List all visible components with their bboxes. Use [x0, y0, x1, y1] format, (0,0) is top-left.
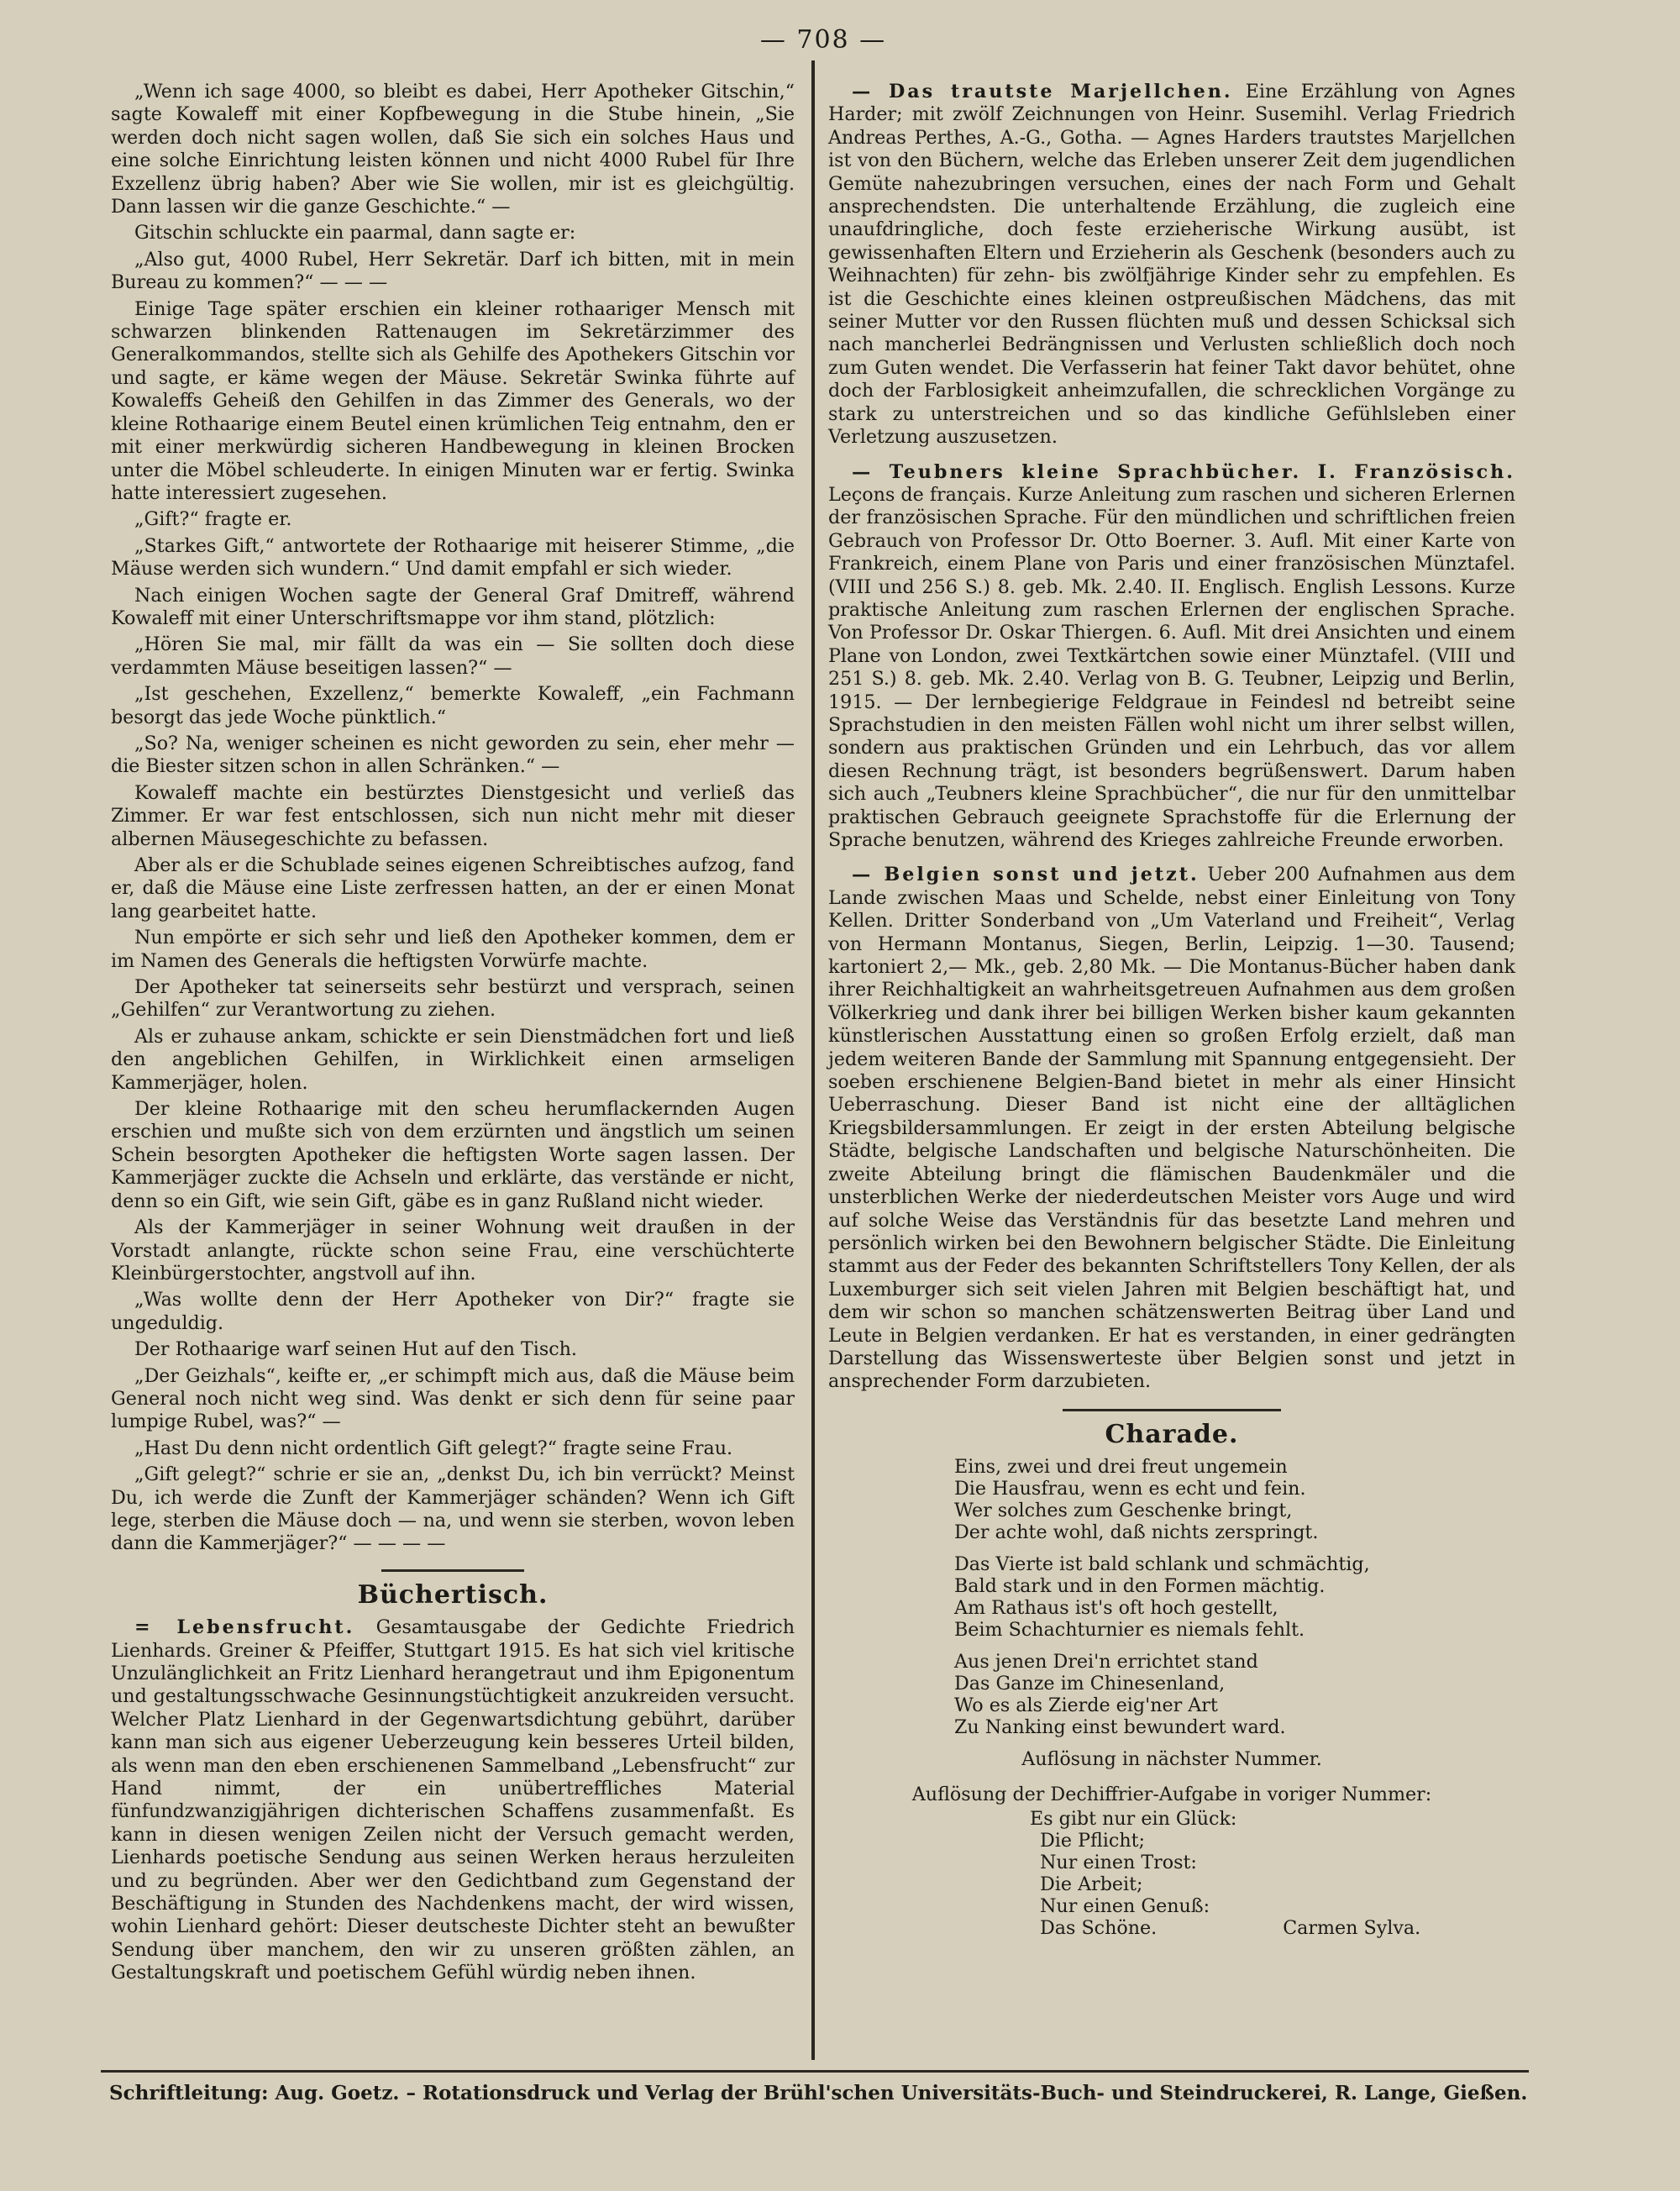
book-review-text: Gesamtausgabe der Gedichte Friedrich Lienhards. Greiner & Pfeiffer, Stuttgart 1915. Es hat sich viel kritische Unzulänglichkeit an Fritz Lienhard herangetraut und ihm Epigonentum und gestaltungsschwache Gesinnungstüchtigkeit anzukreiden versucht. Welcher Platz Lienhard in der Gegenwartsdichtung gebührt, darüber kann man sich aus eigener Ueberzeugung kein besseres Urteil bilden, als wenn man den eben erschienenen Sammelband „Lebensfrucht“ zur Hand nimmt, der ein unübertreffliches Material fünfundzwanzigjährigen dichterischen Schaffens zusammenfaßt. Es kann in diesen wenigen Zeilen nicht der Versuch gemacht werden, Lienhards poetische Sendung aus seinen Werken heraus herzuleiten und zu begründen. Aber wer den Gedichtband zum Gegenstand der Beschäftigung in Stunden des Nachdenkens macht, der wird wissen, wohin Lienhard gehört: Dieser deutscheste Dichter steht an bewußter Sendung über manchem, den wir zu unseren größten zählen, an Gestaltungskraft und poetischem Gefühl würdig neben ihnen. [111, 1616, 795, 1984]
story-paragraph: „Starkes Gift,“ antwortete der Rothaarige mit heiserer Stimme, „die Mäuse werden sich wundern.“ Und damit empfahl er sich wieder. [111, 534, 795, 581]
story-paragraph: „Hören Sie mal, mir fällt da was ein — Sie sollten doch diese verdammten Mäuse beseitigen lassen?“ — [111, 633, 795, 679]
story-paragraph: Kowaleff machte ein bestürztes Dienstgesicht und verließ das Zimmer. Er war fest entschlossen, sich nun nicht mehr mit dieser albernen Mäusegeschichte zu befassen. [111, 781, 795, 850]
story-paragraph: „Gift gelegt?“ schrie er sie an, „denkst Du, ich bin verrückt? Meinst Du, ich werde die Zunft der Kammerjäger schänden? Wenn ich Gift lege, sterben die Mäuse doch — na, und wenn sie sterben, wovon leben dann die Kammerjäger?“ — — — — [111, 1463, 795, 1555]
section-divider [381, 1569, 524, 1572]
poem-line: Die Hausfrau, wenn es echt und fein. [954, 1478, 1306, 1500]
left-column [111, 81, 795, 1989]
story-paragraph: „So? Na, weniger scheinen es nicht geworden zu sein, eher mehr — die Biester sitzen schon in allen Schränken.“ — [111, 732, 795, 778]
story-paragraph: „Wenn ich sage 4000, so bleibt es dabei, Herr Apotheker Gitschin,“ sagte Kowaleff mit einer Kopfbewegung in die Stube hinein, „Sie werden doch nicht sagen wollen, daß Sie sich ein solches Haus und eine solche Einrichtung leisten können und nicht 4000 Rubel für Ihre Exzellenz übrig haben? Aber wie Sie wollen, mir ist es gleichgültig. Dann lassen wir die ganze Geschichte.“ — [111, 81, 795, 218]
story-paragraph: „Der Geizhals“, keifte er, „er schimpft mich aus, daß die Mäuse beim General noch nicht weg sind. Was denkt er sich denn für seine paar lumpige Rubel, was?“ — [111, 1364, 795, 1433]
charade-heading: Charade. [1105, 1419, 1239, 1449]
story-paragraph: „Was wollte denn der Herr Apotheker von Dir?“ fragte sie ungeduldig. [111, 1289, 795, 1334]
book-review-text: Leçons de français. Kurze Anleitung zum raschen und sicheren Erlernen der französischen Sprache. Für den mündlichen und schriftlichen freien Gebrauch von Professor Dr. Otto Boerner. 3. Aufl. Mit einer Karte von Frankreich, einem Plane von Paris und einer französischen Münztafel. (VIII und 256 S.) 8. geb. Mk. 2.40. II. Englisch. English Lessons. Kurze praktische Anleitung zum raschen Erlernen der englischen Sprache. Von Professor Dr. Oskar Thiergen. 6. Aufl. Mit drei Ansichten und einem Plane von London, zwei Textkärtchen sowie einer Münztafel. (VIII und 251 S.) 8. geb. Mk. 2.40. Verlag von B. G. Teubner, Leipzig und Berlin, 1915. — Der lernbegierige Feldgraue in Feindesl nd betreibt seine Sprachstudien in den meisten Fällen wohl nicht um ihrer selbst willen, sondern aus praktischen Gründen und ein Lehrbuch, das vor allem diesen Rechnung trägt, ist besonders begrüßenswert. Darum haben sich auch „Teubners kleine Sprachbücher“, die nur für den unmittelbar praktischen Gebrauch geeignete Sprachstoffe für die Erlernung der Sprache benutzen, während des Krieges zahlreiche Freunde erworben. [828, 483, 1515, 851]
story-paragraph: Gitschin schluckte ein paarmal, dann sagte er: [134, 222, 576, 244]
page-number: — 708 — [759, 25, 887, 55]
poem-line: Aus jenen Drei'n errichtet stand [954, 1651, 1258, 1673]
story-text [111, 81, 795, 1556]
story-paragraph: Als er zuhause ankam, schickte er sein Dienstmädchen fort und ließ den angeblichen Gehilfen, in Wirklichkeit einen armseligen Kammerjäger, holen. [111, 1025, 795, 1094]
book-review-title: = Lebensfrucht. [134, 1616, 355, 1639]
story-paragraph: „Also gut, 4000 Rubel, Herr Sekretär. Darf ich bitten, mit in mein Bureau zu kommen?“ — — — [111, 248, 795, 294]
poem-line: Wer solches zum Geschenke bringt, [954, 1500, 1293, 1522]
story-paragraph: Nach einigen Wochen sagte der General Graf Dmitreff, während Kowaleff mit einer Unterschriftsmappe vor ihm stand, plötzlich: [111, 584, 795, 629]
books-heading: Büchertisch. [357, 1579, 549, 1610]
footer-rule [101, 2070, 1529, 2073]
solution-lines [1030, 1808, 1515, 1939]
signature: Carmen Sylva. [1283, 1916, 1421, 1939]
book-review-lebensfrucht [111, 1616, 795, 1985]
solution-last-line [1030, 1917, 1515, 1939]
story-paragraph: „Ist geschehen, Exzellenz,“ bemerkte Kowaleff, „ein Fachmann besorgt das jede Woche pünktlich.“ [111, 683, 795, 728]
story-paragraph: Der kleine Rothaarige mit den scheu herumflackernden Augen erschien und mußte sich von dem erzürnten und ängstlich um seinen Schein besorgten Apotheker die heftigsten Worte sagen lassen. Der Kammerjäger zuckte die Achseln und erklärte, das verstände er nicht, denn so ein Gift, wie sein Gift, gäbe es in ganz Rußland nicht wieder. [111, 1098, 795, 1212]
solution-line: Nur einen Genuß: [1040, 1894, 1210, 1917]
book-review [828, 864, 1515, 1393]
story-paragraph: Aber als er die Schublade seines eigenen Schreibtisches aufzog, fand er, daß die Mäuse eine Liste zerfressen hatten, an der er einen Monat lang gearbeitet hatte. [111, 854, 795, 922]
book-review-text: Eine Erzählung von Agnes Harder; mit zwölf Zeichnungen von Heinr. Susemihl. Verlag Friedrich Andreas Perthes, A.-G., Gotha. — Agnes Harders trautstes Marjellchen ist von den Büchern, welche das Erleben unserer Zeit dem jugendlichen Gemüte nahezubringen versuchen, eines der nach Form und Gehalt ansprechendsten. Die unterhaltende Erzählung, die zugleich eine unaufdringliche, doch feste erzieherische Wirkung ausübt, ist gewissenhaften Eltern und Erzieherin als Geschenk (besonders auch zu Weihnachten) für zehn- bis zwölfjährige Kinder sehr zu empfehlen. Es ist die Geschichte eines kleinen ostpreußischen Mädchens, das mit seiner Mutter vor den Russen flüchten muß und dessen Schicksal sich nach mancherlei Bedrängnissen und Verlusten schließlich doch noch zum Guten wendet. Die Verfasserin hat feiner Takt davor behütet, ohne doch der Farblosigkeit anheimzufallen, die schrecklichen Vorgänge zu stark zu unterstreichen und so das kindliche Gefühlsleben einer Verletzung auszusetzen. [828, 81, 1515, 449]
footer-imprint: Schriftleitung: Aug. Goetz. – Rotationsdruck und Verlag der Brühl'schen Universitäts-Buch- und Steindruckerei, R. Lange, Gießen. [109, 2082, 1528, 2104]
poem-line: Eins, zwei und drei freut ungemein [954, 1456, 1288, 1479]
book-review-title: — Belgien sonst und jetzt. [852, 864, 1200, 886]
poem-stanza [954, 1651, 1515, 1738]
story-paragraph: „Gift?“ fragte er. [134, 508, 292, 531]
solution-line: Das Schöne. [1040, 1916, 1158, 1939]
poem-line: Zu Nanking einst bewundert ward. [954, 1716, 1286, 1739]
solution-line: Nur einen Trost: [1040, 1851, 1197, 1873]
book-review [828, 81, 1515, 449]
story-paragraph: Nun empörte er sich sehr und ließ den Apotheker kommen, dem er im Namen des Generals die heftigsten Vorwürfe machte. [111, 927, 795, 972]
poem-stanza [954, 1553, 1515, 1641]
poem-line: Das Ganze im Chinesenland, [954, 1673, 1226, 1695]
right-column [828, 81, 1515, 1939]
book-review-title: — Teubners kleine Sprachbücher. I. Französisch. [852, 460, 1515, 483]
poem-line: Bald stark und in den Formen mächtig. [954, 1575, 1326, 1598]
solution-heading: Auflösung der Dechiffrier-Aufgabe in voriger Nummer: [911, 1783, 1432, 1805]
charade-poem [954, 1456, 1515, 1738]
book-review-title: — Das trautste Marjellchen. [852, 81, 1233, 102]
section-divider [1063, 1409, 1281, 1411]
story-paragraph: Einige Tage später erschien ein kleiner rothaariger Mensch mit schwarzen blinkenden Rattenaugen im Sekretärzimmer des Generalkommandos, stellte sich als Gehilfe des Apothekers Gitschin vor und sagte, er käme wegen der Mäuse. Sekretär Swinka führte auf Kowaleffs Geheiß den Gehilfen in das Zimmer des Generals, wo der kleine Rothaarige einem Beutel einen krümlichen Teig entnahm, den er mit einer merkwürdig sicheren Handbewegung in kleinen Brocken unter die Möbel schleuderte. In einigen Minuten war er fertig. Swinka hatte interessiert zugesehen. [111, 297, 795, 504]
story-paragraph: „Hast Du denn nicht ordentlich Gift gelegt?“ fragte seine Frau. [134, 1437, 733, 1459]
book-review-text: Ueber 200 Aufnahmen aus dem Lande zwischen Maas und Schelde, nebst einer Einleitung von Tony Kellen. Dritter Sonderband von „Um Vaterland und Freiheit“, Verlag von Hermann Montanus, Siegen, Berlin, Leipzig. 1—30. Tausend; kartoniert 2,— Mk., geb. 2,80 Mk. — Die Montanus-Bücher haben dank ihrer Reichhaltigkeit an wahrheitsgetreuen Aufnahmen aus dem großen Völkerkrieg und dank ihrer bei billigen Werken bisher kaum gekannten künstlerischen Ausstattung einen so großen Erfolg erzielt, daß man jedem weiteren Bande der Sammlung mit Spannung entgegensieht. Der soeben erschienene Belgien-Band bietet in mehr als einer Hinsicht Ueberraschung. Dieser Band ist nicht eine der alltäglichen Kriegsbildersammlungen. Er zeigt in der ersten Abteilung belgische Städte, belgische Landschaften und belgische Naturschönheiten. Die zweite Abteilung bringt die flämischen Baudenkmäler und die unsterblichen Werke der niederdeutschen Meister vors Auge und wird auf solche Weise das Verständnis für das besetzte Land mehren und persönlich wirken bei den Bewohnern belgischer Städte. Die Einleitung stammt aus der Feder des bekannten Schriftstellers Tony Kellen, der als Luxemburger sich seit vielen Jahren mit Belgien beschäftigt hat, und dem wir schon so manchen schätzenswerten Beitrag über Land und Leute in Belgien verdanken. Er hat es verstanden, in einer gedrängten Darstellung das Wissenswerteste über Belgien sonst und jetzt in ansprechender Form darzubieten. [828, 864, 1515, 1393]
story-paragraph: Als der Kammerjäger in seiner Wohnung weit draußen in der Vorstadt anlangte, rückte schon seine Frau, eine verschüchterte Kleinbürgerstochter, angstvoll auf ihn. [111, 1216, 795, 1285]
book-review [828, 461, 1515, 853]
solution-line: Die Arbeit; [1040, 1873, 1143, 1895]
charade-note: Auflösung in nächster Nummer. [1021, 1748, 1322, 1771]
solution-line: Es gibt nur ein Glück: [1030, 1807, 1237, 1830]
story-paragraph: Der Rothaarige warf seinen Hut auf den Tisch. [134, 1338, 577, 1361]
poem-line: Am Rathaus ist's oft hoch gestellt, [954, 1597, 1278, 1620]
poem-line: Wo es als Zierde eig'ner Art [954, 1694, 1218, 1717]
poem-stanza [954, 1456, 1515, 1543]
column-divider [811, 60, 815, 2060]
poem-line: Das Vierte ist bald schlank und schmächtig, [954, 1553, 1370, 1576]
story-paragraph: Der Apotheker tat seinerseits sehr bestürzt und versprach, seinen „Gehilfen“ zur Verantwortung zu ziehen. [111, 976, 795, 1022]
poem-line: Der achte wohl, daß nichts zerspringt. [954, 1521, 1319, 1544]
book-reviews [828, 81, 1515, 1394]
poem-line: Beim Schachturnier es niemals fehlt. [954, 1619, 1305, 1642]
solution-line: Die Pflicht; [1040, 1829, 1145, 1852]
